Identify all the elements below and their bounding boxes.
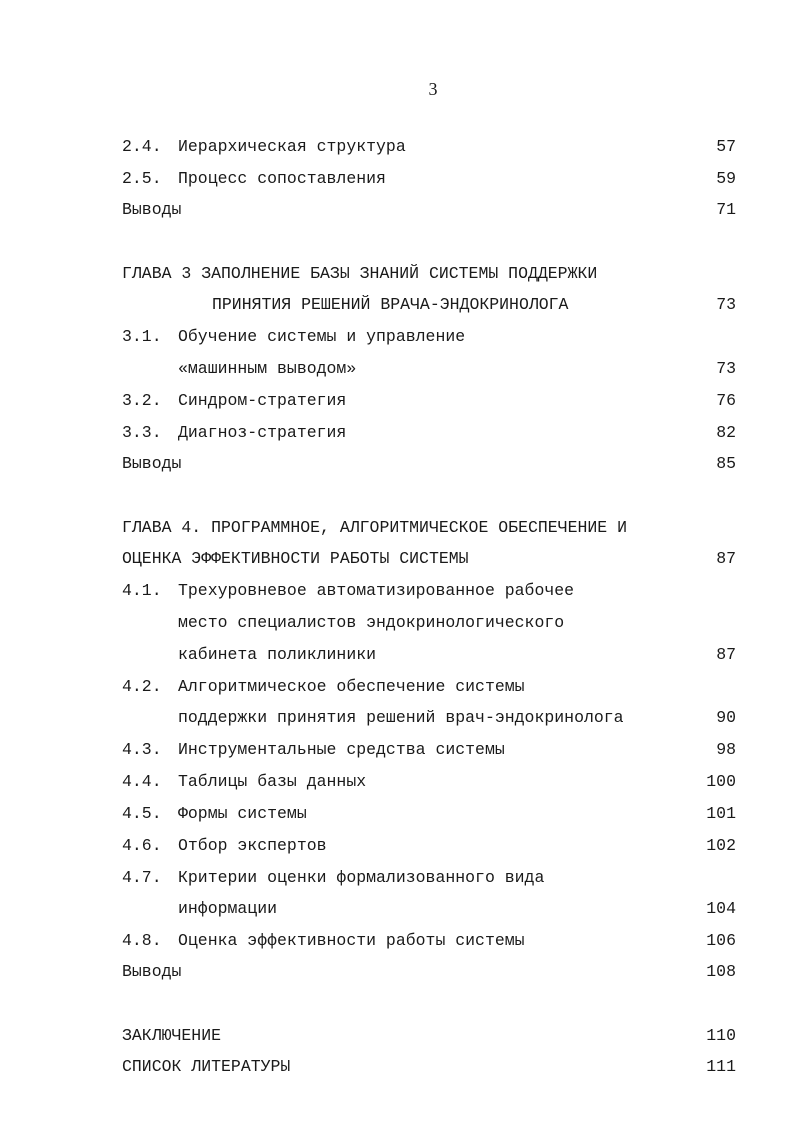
- entry-title: Выводы: [122, 962, 182, 981]
- entry-title: ЗАКЛЮЧЕНИЕ: [122, 1026, 222, 1045]
- entry-title: Отбор экспертов: [178, 836, 327, 855]
- entry-number: 4.2.: [122, 677, 162, 696]
- entry-number: 4.7.: [122, 868, 162, 887]
- entry-title: Синдром-стратегия: [178, 391, 347, 410]
- entry-title: Иерархическая структура: [178, 137, 406, 156]
- entry-title-line1: Алгоритмическое обеспечение системы: [178, 677, 525, 696]
- entry-title: Диагноз-стратегия: [178, 423, 347, 442]
- toc-entry-4-1-cont2[interactable]: [0, 643, 793, 667]
- toc-entry-conclusions-ch4[interactable]: [0, 960, 793, 984]
- entry-title-line2: место специалистов эндокринологического: [178, 613, 565, 632]
- entry-title-line2: поддержки принятия решений врач-эндокринолога: [178, 708, 624, 727]
- entry-number: 4.5.: [122, 804, 162, 823]
- entry-page: 100: [706, 772, 736, 791]
- entry-page: 87: [716, 549, 736, 568]
- entry-page: 111: [706, 1057, 736, 1076]
- entry-number: 2.5.: [122, 169, 162, 188]
- toc-entry-3-2[interactable]: [0, 389, 793, 413]
- page-number: 3: [428, 79, 438, 99]
- toc-entry-3-1[interactable]: [0, 325, 793, 349]
- entry-page: 87: [716, 645, 736, 664]
- toc-chapter-4-cont[interactable]: [0, 547, 793, 571]
- toc-entry-2-5[interactable]: [0, 167, 793, 191]
- entry-title-line1: Трехуровневое автоматизированное рабочее: [178, 581, 575, 600]
- entry-title: Оценка эффективности работы системы: [178, 931, 525, 950]
- toc-entry-4-2-cont[interactable]: [0, 706, 793, 730]
- entry-page: 90: [716, 708, 736, 727]
- toc-entry-4-6[interactable]: [0, 834, 793, 858]
- entry-number: 4.6.: [122, 836, 162, 855]
- entry-page: 108: [706, 962, 736, 981]
- entry-number: 3.1.: [122, 327, 162, 346]
- entry-title: Процесс сопоставления: [178, 169, 386, 188]
- toc-entry-4-7-cont[interactable]: [0, 897, 793, 921]
- toc-entry-4-1[interactable]: [0, 579, 793, 603]
- entry-page: 71: [716, 200, 736, 219]
- entry-title: Выводы: [122, 454, 182, 473]
- toc-entry-4-4[interactable]: [0, 770, 793, 794]
- toc-entry-4-8[interactable]: [0, 929, 793, 953]
- entry-page: 73: [716, 295, 736, 314]
- entry-page: 104: [706, 899, 736, 918]
- chapter-title-line1: ГЛАВА 3 ЗАПОЛНЕНИЕ БАЗЫ ЗНАНИЙ СИСТЕМЫ ПОДДЕРЖКИ: [122, 264, 598, 283]
- entry-title-line2: информации: [178, 899, 278, 918]
- toc-entry-2-4[interactable]: [0, 135, 793, 159]
- entry-page: 73: [716, 359, 736, 378]
- entry-page: 57: [716, 137, 736, 156]
- chapter-title-line2: ОЦЕНКА ЭФФЕКТИВНОСТИ РАБОТЫ СИСТЕМЫ: [122, 549, 469, 568]
- entry-number: 2.4.: [122, 137, 162, 156]
- entry-page: 102: [706, 836, 736, 855]
- toc-chapter-3-cont[interactable]: [0, 293, 793, 317]
- chapter-title-line2: ПРИНЯТИЯ РЕШЕНИЙ ВРАЧА-ЭНДОКРИНОЛОГА: [212, 295, 569, 314]
- entry-number: 4.4.: [122, 772, 162, 791]
- toc-entry-conclusions-ch3[interactable]: [0, 452, 793, 476]
- entry-title: Формы системы: [178, 804, 307, 823]
- toc-entry-4-3[interactable]: [0, 738, 793, 762]
- toc-entry-3-1-cont[interactable]: [0, 357, 793, 381]
- entry-title: Таблицы базы данных: [178, 772, 367, 791]
- toc-entry-conclusion[interactable]: [0, 1024, 793, 1048]
- entry-number: 3.3.: [122, 423, 162, 442]
- toc-entry-conclusions-ch2[interactable]: [0, 198, 793, 222]
- entry-page: 59: [716, 169, 736, 188]
- toc-chapter-3[interactable]: [0, 262, 793, 286]
- entry-title: СПИСОК ЛИТЕРАТУРЫ: [122, 1057, 291, 1076]
- entry-page: 85: [716, 454, 736, 473]
- entry-page: 82: [716, 423, 736, 442]
- entry-number: 4.8.: [122, 931, 162, 950]
- chapter-title-line1: ГЛАВА 4. ПРОГРАММНОЕ, АЛГОРИТМИЧЕСКОЕ ОБЕСПЕЧЕНИЕ И: [122, 518, 627, 537]
- entry-title-line1: Критерии оценки формализованного вида: [178, 868, 545, 887]
- entry-title-line3: кабинета поликлиники: [178, 645, 377, 664]
- entry-page: 106: [706, 931, 736, 950]
- entry-page: 76: [716, 391, 736, 410]
- toc-entry-4-2[interactable]: [0, 675, 793, 699]
- entry-number: 3.2.: [122, 391, 162, 410]
- toc-entry-4-7[interactable]: [0, 866, 793, 890]
- toc-entry-3-3[interactable]: [0, 421, 793, 445]
- entry-page: 101: [706, 804, 736, 823]
- entry-page: 98: [716, 740, 736, 759]
- entry-number: 4.1.: [122, 581, 162, 600]
- entry-title-line1: Обучение системы и управление: [178, 327, 466, 346]
- toc-entry-4-5[interactable]: [0, 802, 793, 826]
- toc-entry-4-1-cont[interactable]: [0, 611, 793, 635]
- toc-entry-references[interactable]: [0, 1055, 793, 1079]
- entry-title-line2: «машинным выводом»: [178, 359, 357, 378]
- entry-title: Выводы: [122, 200, 182, 219]
- entry-title: Инструментальные средства системы: [178, 740, 505, 759]
- entry-page: 110: [706, 1026, 736, 1045]
- toc-chapter-4[interactable]: [0, 516, 793, 540]
- entry-number: 4.3.: [122, 740, 162, 759]
